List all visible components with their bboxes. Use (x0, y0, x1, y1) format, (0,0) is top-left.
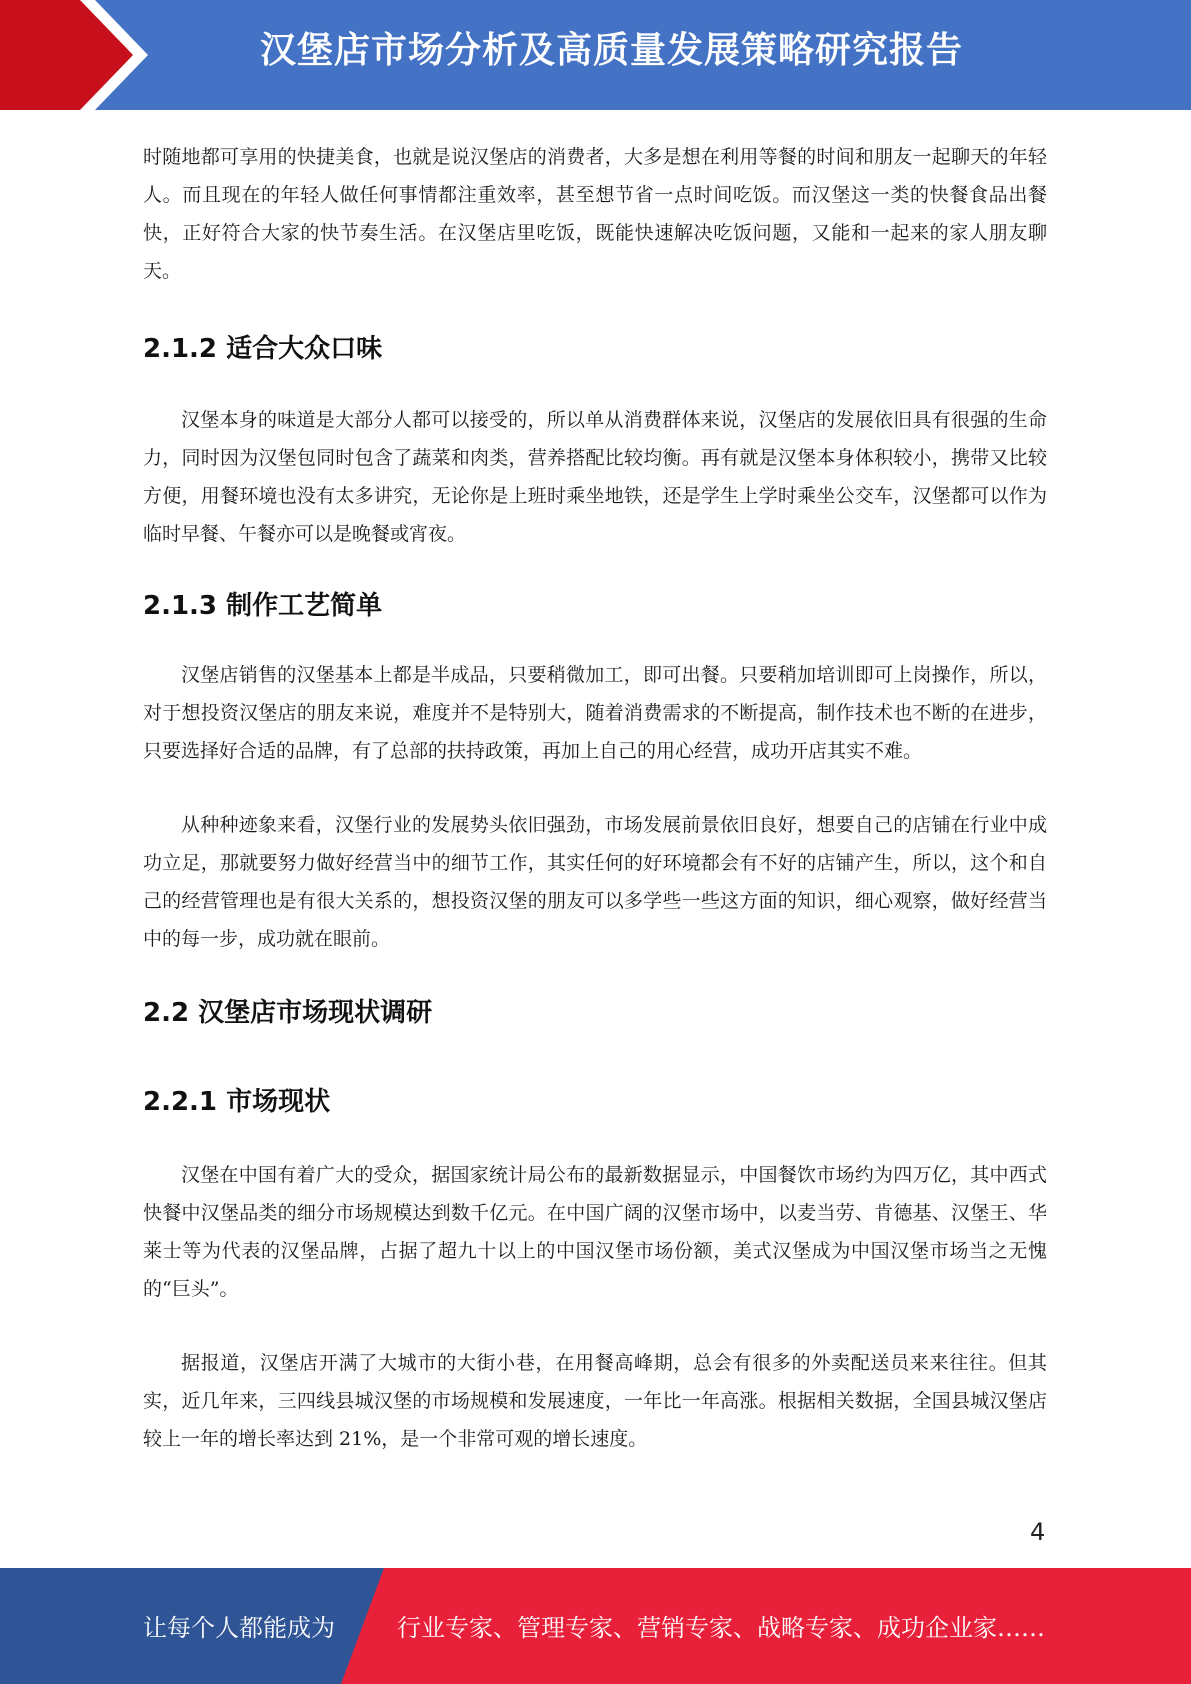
document-body (143, 132, 1047, 1458)
page-number: 4 (1030, 1518, 1046, 1546)
footer-banner (0, 1568, 1191, 1684)
section-heading: 2.1.3 制作工艺简单 (143, 591, 383, 621)
section-heading: 2.2 汉堡店市场现状调研 (143, 998, 433, 1028)
paragraph: 据报道，汉堡店开满了大城市的大街小巷，在用餐高峰期，总会有很多的外卖配送员来来往往。但其实，近几年来，三四线县城汉堡的市场规模和发展速度，一年比一年高涨。根据相关数据，全国县城汉堡店较上一年的增长率达到 21%，是一个非常可观的增长速度。 (143, 1352, 1047, 1450)
paragraph: 汉堡本身的味道是大部分人都可以接受的，所以单从消费群体来说，汉堡店的发展依旧具有很强的生命力，同时因为汉堡包同时包含了蔬菜和肉类，营养搭配比较均衡。再有就是汉堡本身体积较小，携带又比较方便，用餐环境也没有太多讲究，无论你是上班时乘坐地铁，还是学生上学时乘坐公交车，汉堡都可以作为临时早餐、午餐亦可以是晚餐或宵夜。 (143, 409, 1047, 545)
paragraph: 汉堡在中国有着广大的受众，据国家统计局公布的最新数据显示，中国餐饮市场约为四万亿，其中西式快餐中汉堡品类的细分市场规模达到数千亿元。在中国广阔的汉堡市场中，以麦当劳、肯德基、汉堡王、华莱士等为代表的汉堡品牌，占据了超九十以上的中国汉堡市场份额，美式汉堡成为中国汉堡市场当之无愧的“巨头”。 (143, 1164, 1047, 1300)
paragraph: 从种种迹象来看，汉堡行业的发展势头依旧强劲，市场发展前景依旧良好，想要自己的店铺在行业中成功立足，那就要努力做好经营当中的细节工作，其实任何的好环境都会有不好的店铺产生，所以，这个和自己的经营管理也是有很大关系的，想投资汉堡的朋友可以多学些一些这方面的知识，细心观察，做好经营当中的每一步，成功就在眼前。 (143, 814, 1047, 950)
header-banner (0, 0, 1191, 110)
section-heading: 2.1.2 适合大众口味 (143, 334, 383, 364)
document-title: 汉堡店市场分析及高质量发展策略研究报告 (260, 30, 964, 71)
paragraph: 时随地都可享用的快捷美食，也就是说汉堡店的消费者，大多是想在利用等餐的时间和朋友一起聊天的年轻人。而且现在的年轻人做任何事情都注重效率，甚至想节省一点时间吃饭。而汉堡这一类的快餐食品出餐快，正好符合大家的快节奏生活。在汉堡店里吃饭，既能快速解决吃饭问题，又能和一起来的家人朋友聊天。 (143, 146, 1047, 282)
footer-slogan-right: 行业专家、管理专家、营销专家、战略专家、成功企业家…… (397, 1614, 1045, 1642)
section-heading: 2.2.1 市场现状 (143, 1087, 331, 1117)
footer-slogan-left: 让每个人都能成为 (143, 1614, 335, 1642)
paragraph: 汉堡店销售的汉堡基本上都是半成品，只要稍微加工，即可出餐。只要稍加培训即可上岗操作，所以，对于想投资汉堡店的朋友来说，难度并不是特别大，随着消费需求的不断提高，制作技术也不断的在进步，只要选择好合适的品牌，有了总部的扶持政策，再加上自己的用心经营，成功开店其实不难。 (143, 664, 1047, 762)
